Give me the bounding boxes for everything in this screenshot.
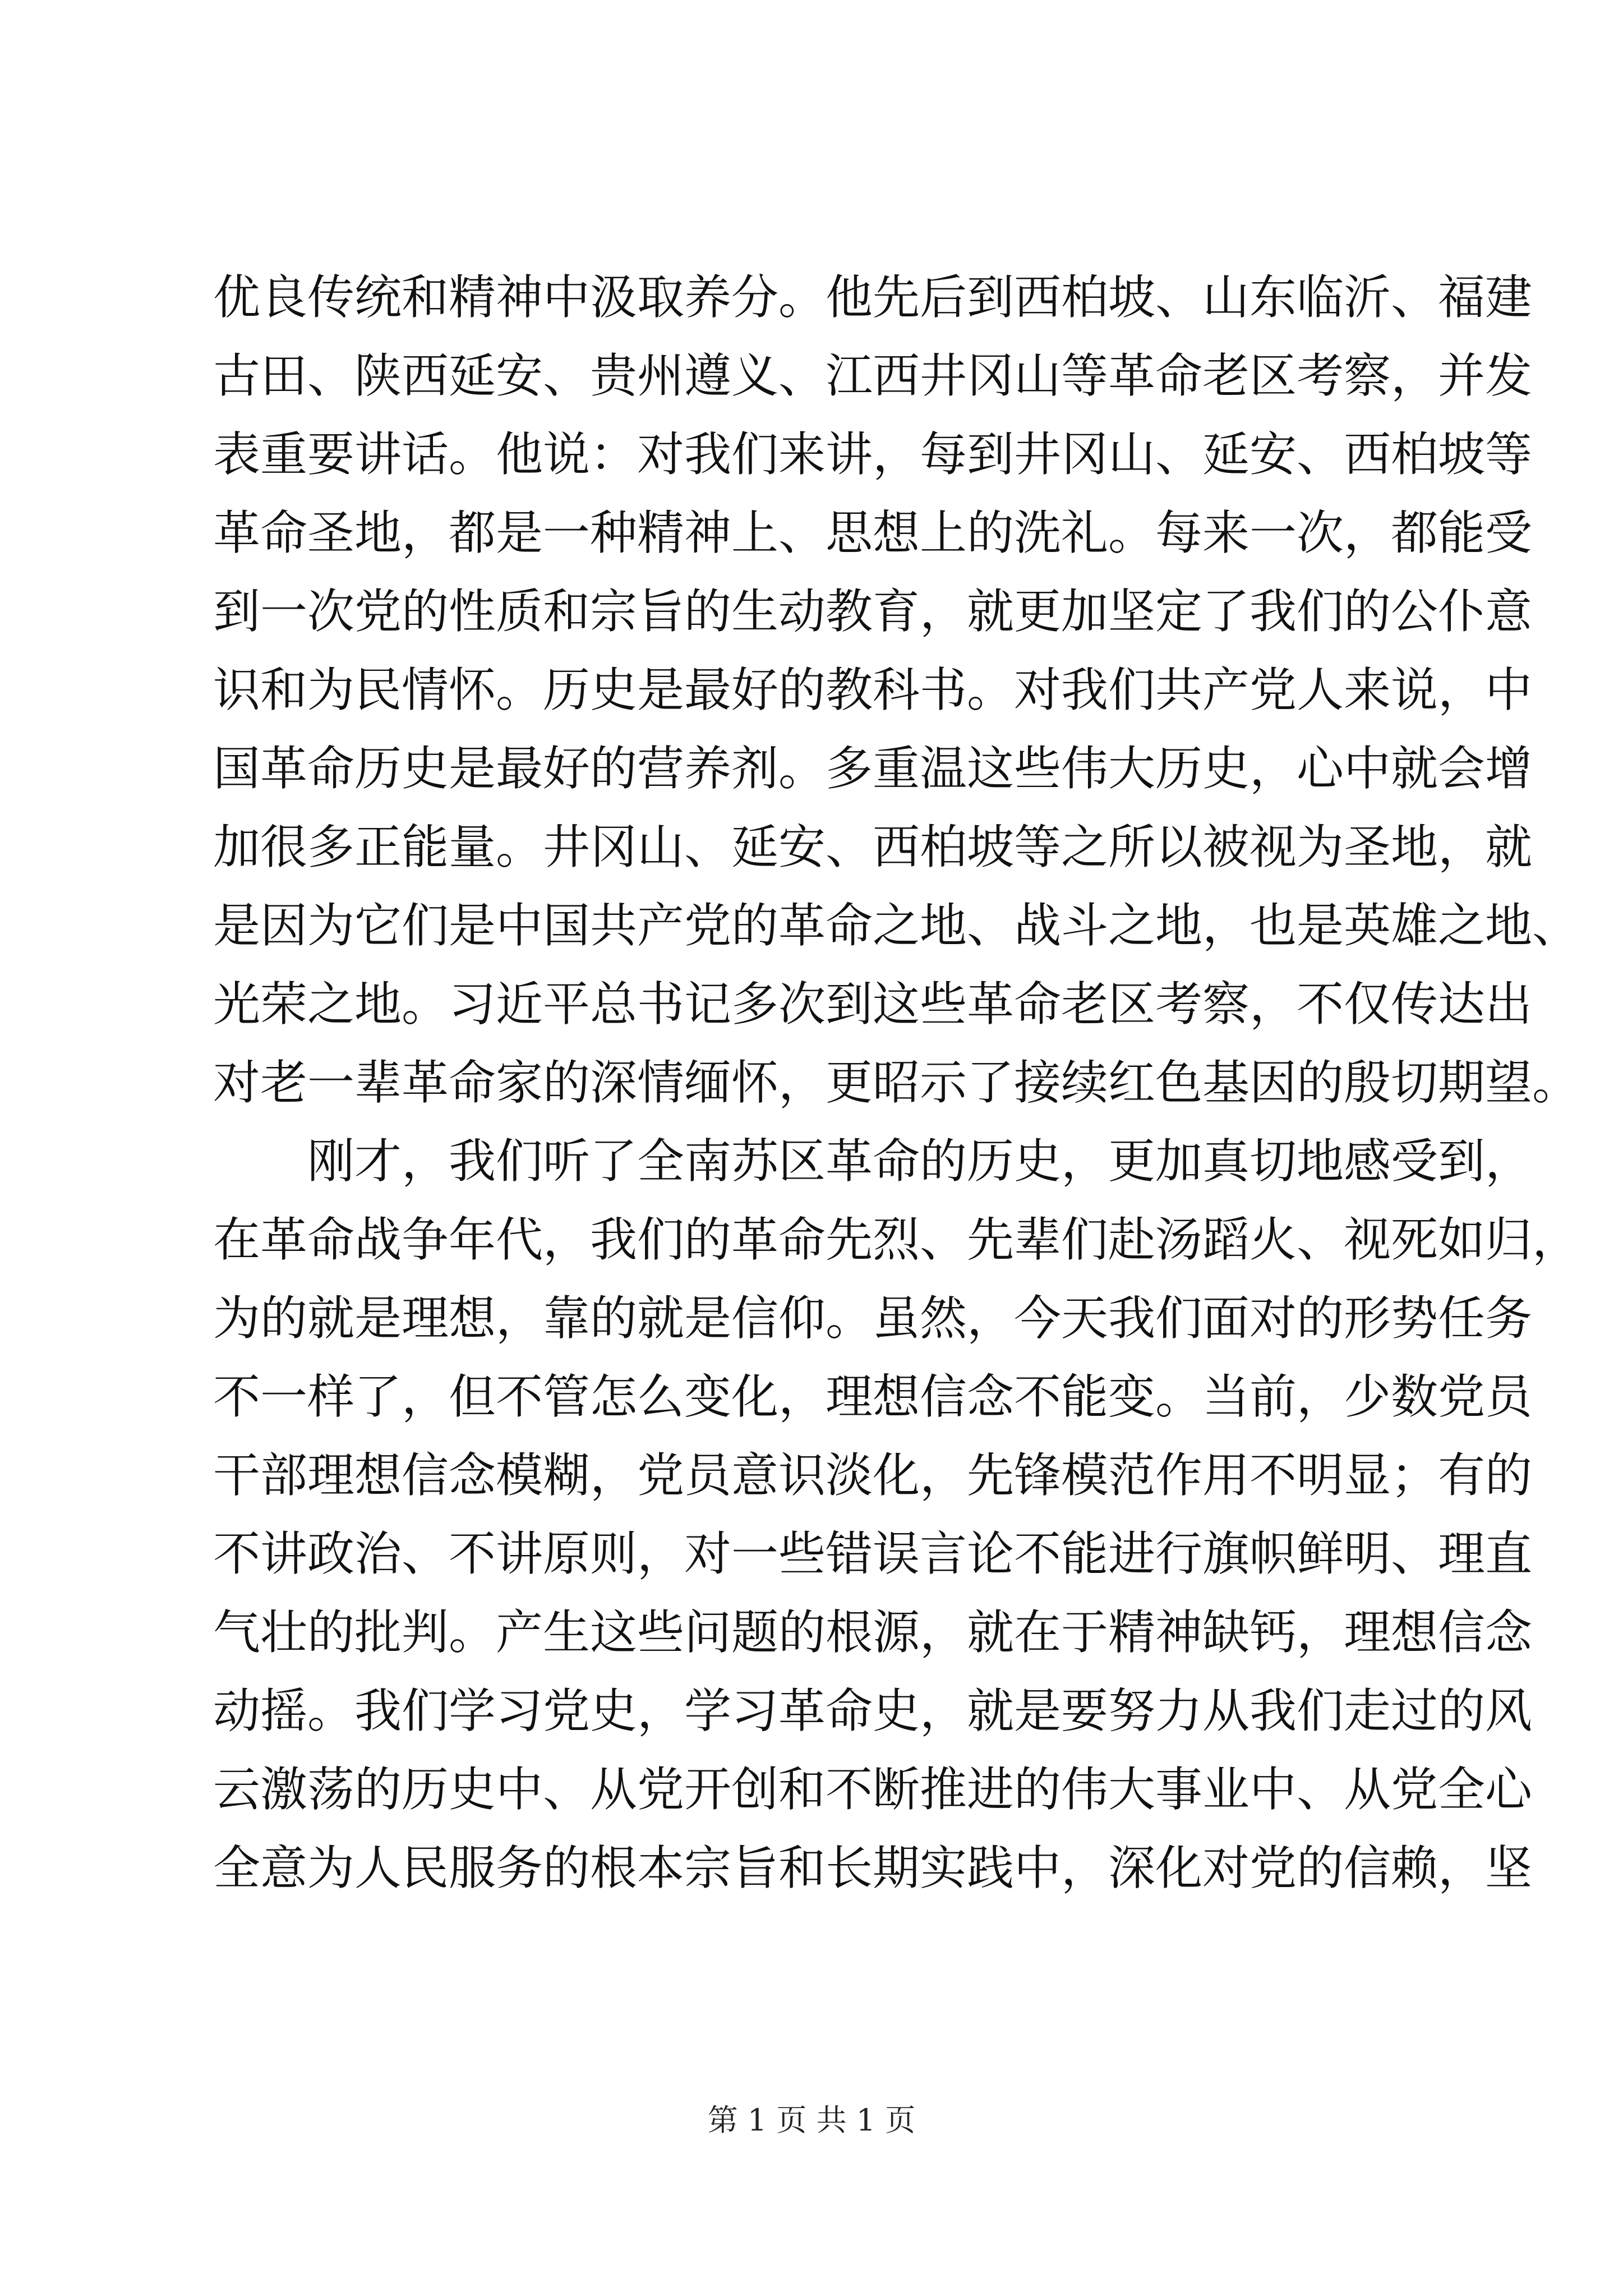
text-line: 古田、陕西延安、贵州遵义、江西井冈山等革命老区考察，并发 — [213, 348, 1533, 403]
text-line: 优良传统和精神中汲取养分。他先后到西柏坡、山东临沂、福建 — [213, 270, 1533, 325]
page-footer — [0, 2098, 1623, 2143]
text-line: 在革命战争年代，我们的革命先烈、先辈们赴汤蹈火、视死如归， — [213, 1212, 1580, 1267]
text-line: 光荣之地。习近平总书记多次到这些革命老区考察，不仅传达出 — [213, 977, 1533, 1032]
text-line: 动摇。我们学习党史，学习革命史，就是要努力从我们走过的风 — [213, 1683, 1533, 1738]
text-line: 识和为民情怀。历史是最好的教科书。对我们共产党人来说，中 — [213, 662, 1533, 717]
page-number-label: 第 1 页 共 1 页 — [707, 2102, 916, 2138]
text-line: 刚才，我们听了全南苏区革命的历史，更加真切地感受到， — [307, 1134, 1533, 1189]
text-line: 不讲政治、不讲原则，对一些错误言论不能进行旗帜鲜明、理直 — [213, 1526, 1533, 1581]
text-line: 革命圣地，都是一种精神上、思想上的洗礼。每来一次，都能受 — [213, 505, 1533, 560]
text-line: 国革命历史是最好的营养剂。多重温这些伟大历史，心中就会增 — [213, 741, 1533, 796]
text-line: 全意为人民服务的根本宗旨和长期实践中，深化对党的信赖，坚 — [213, 1841, 1533, 1895]
body-text — [213, 258, 1580, 1907]
text-line: 云激荡的历史中、从党开创和不断推进的伟大事业中、从党全心 — [213, 1762, 1533, 1817]
text-line: 为的就是理想，靠的就是信仰。虽然，今天我们面对的形势任务 — [213, 1291, 1533, 1346]
text-line: 干部理想信念模糊，党员意识淡化，先锋模范作用不明显；有的 — [213, 1448, 1533, 1503]
text-line: 不一样了，但不管怎么变化，理想信念不能变。当前，少数党员 — [213, 1369, 1533, 1424]
text-line: 对老一辈革命家的深情缅怀，更昭示了接续红色基因的殷切期望。 — [213, 1055, 1580, 1110]
text-line: 到一次党的性质和宗旨的生动教育，就更加坚定了我们的公仆意 — [213, 584, 1533, 639]
text-line: 气壮的批判。产生这些问题的根源，就在于精神缺钙，理想信念 — [213, 1605, 1533, 1660]
text-line: 加很多正能量。井冈山、延安、西柏坡等之所以被视为圣地，就 — [213, 820, 1533, 875]
text-line: 表重要讲话。他说：对我们来讲，每到井冈山、延安、西柏坡等 — [213, 427, 1533, 482]
text-line: 是因为它们是中国共产党的革命之地、战斗之地，也是英雄之地、 — [213, 898, 1580, 953]
